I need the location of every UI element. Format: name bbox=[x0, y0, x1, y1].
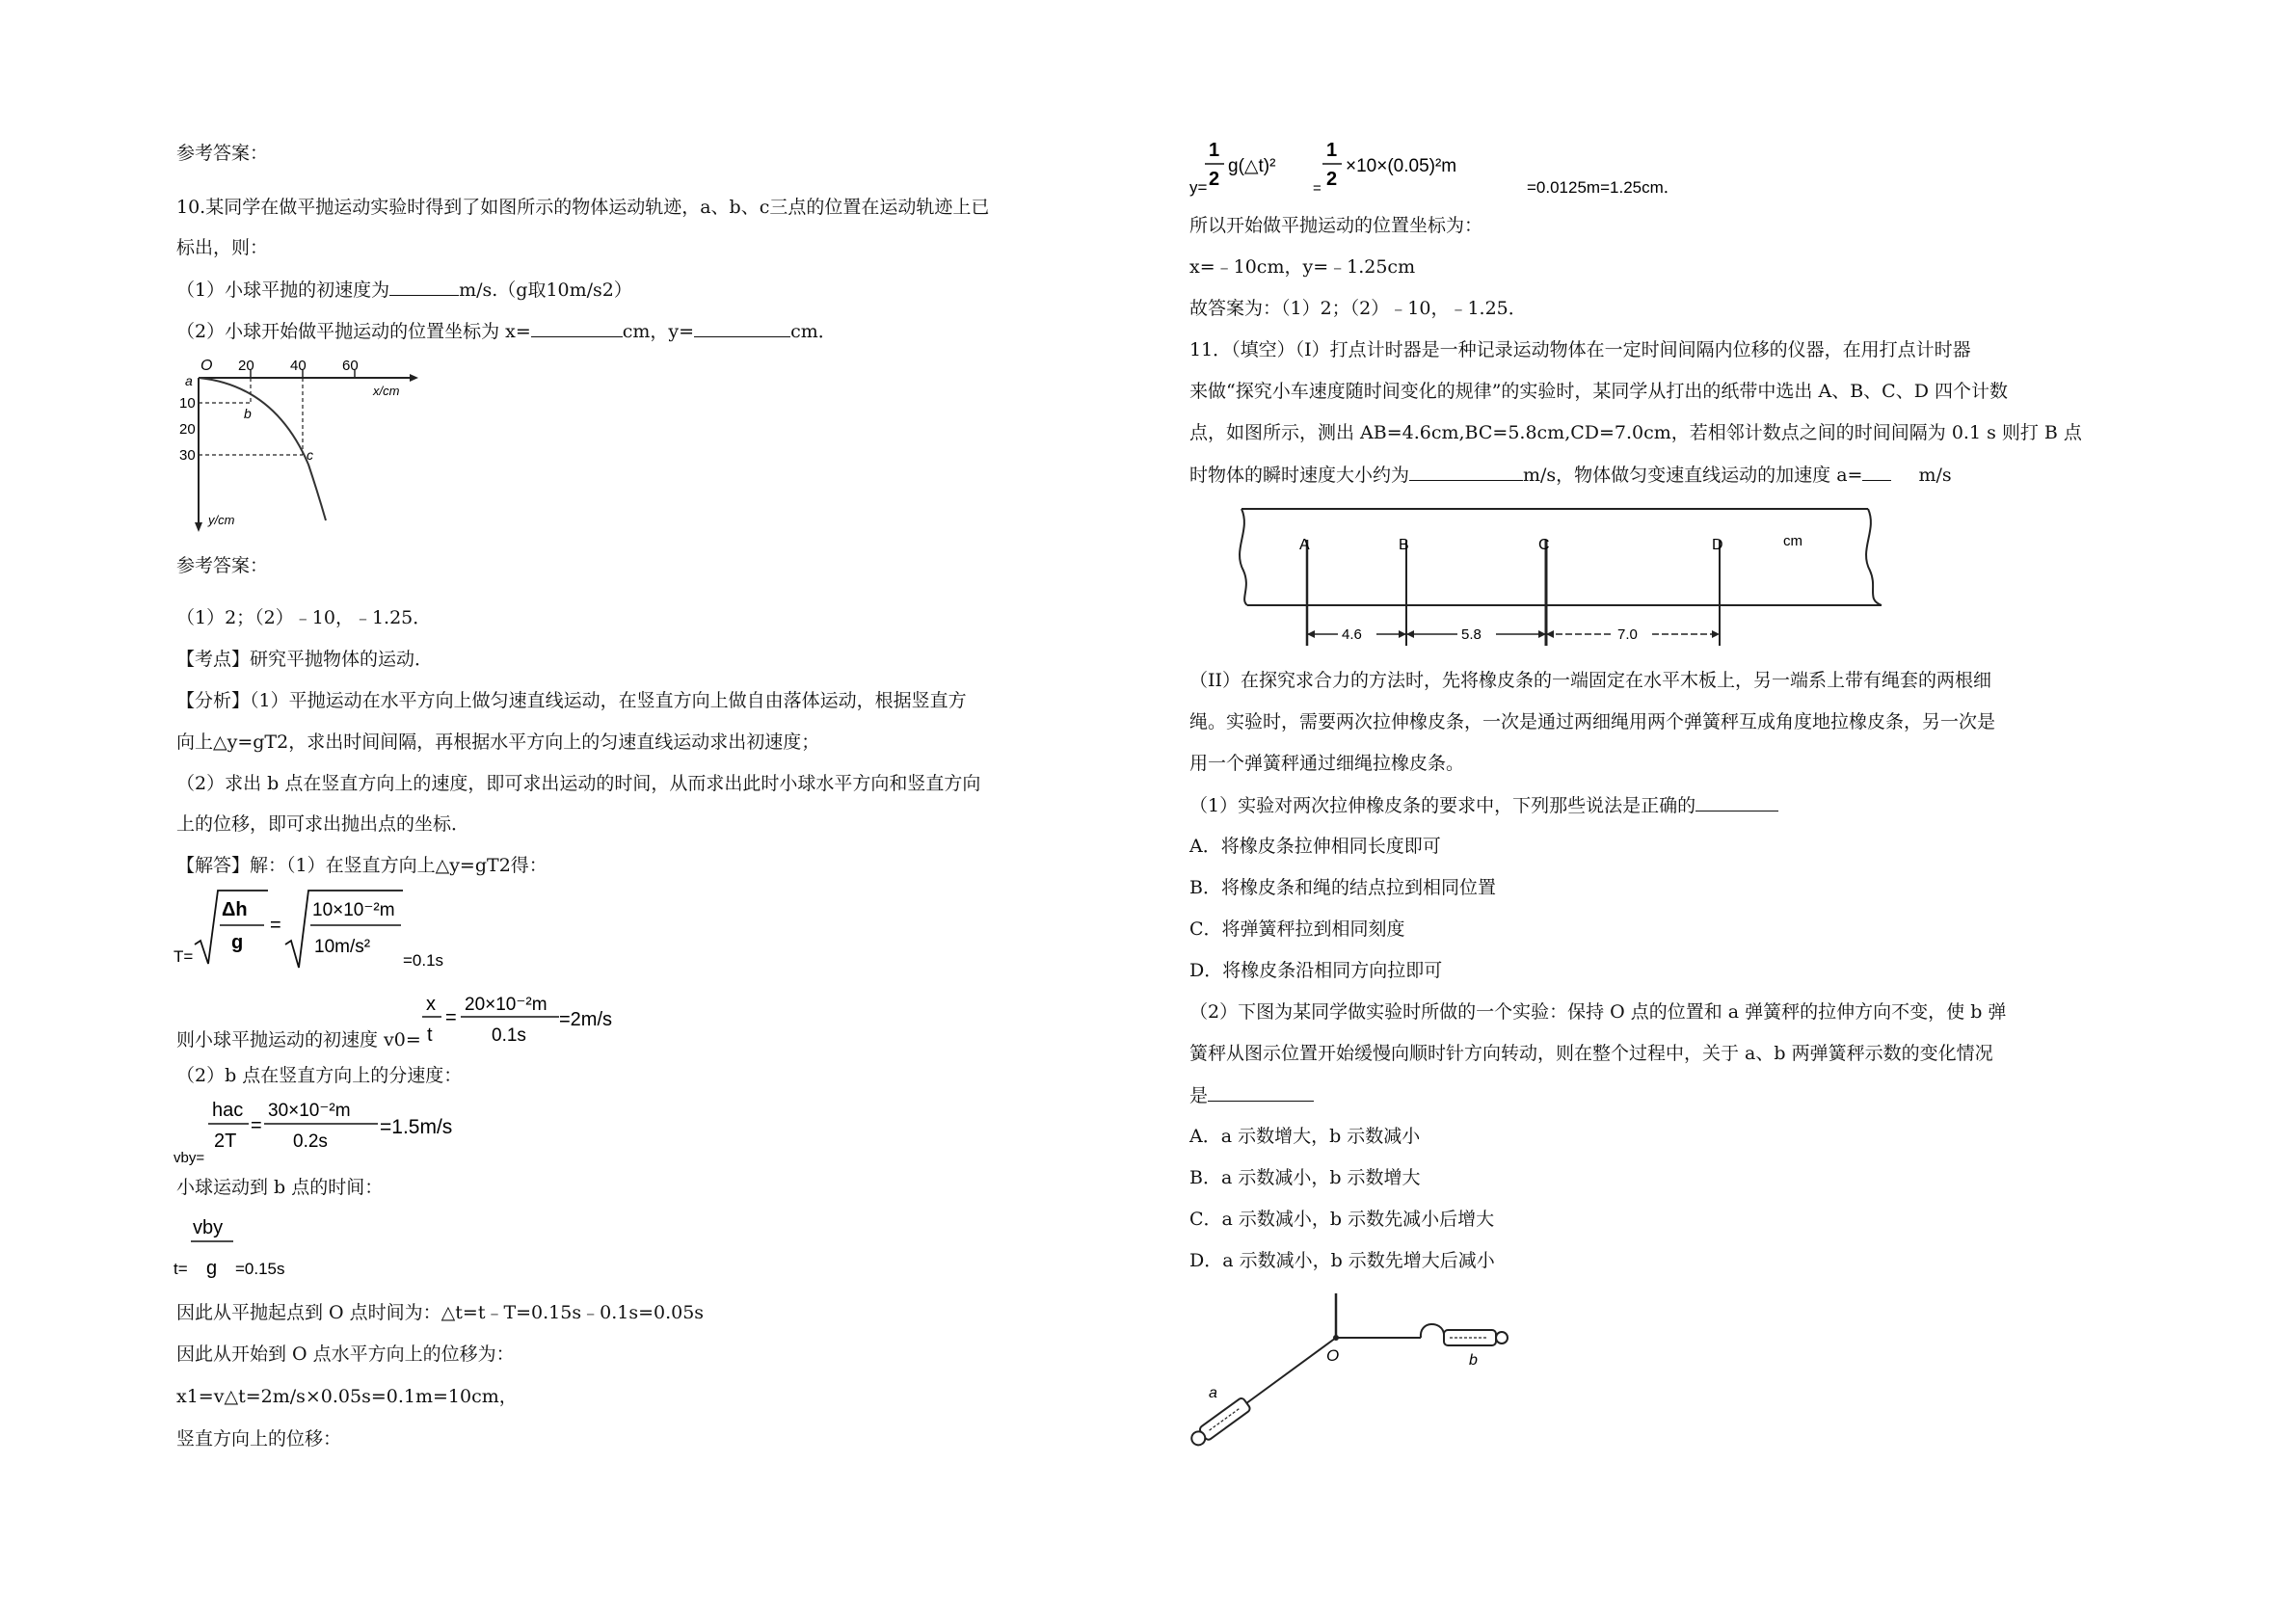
trajectory-graph bbox=[179, 349, 434, 542]
x1-intro-line: 因此从开始到 O 点水平方向上的位移为： bbox=[176, 1344, 515, 1365]
part2-s1-text: （1）实验对两次拉伸橡皮条的要求中，下列那些说法是正确的 bbox=[1189, 795, 1696, 816]
answer-line: （1）2；（2）﹣10，﹣1.25． bbox=[176, 607, 432, 628]
paper-tape-diagram bbox=[1238, 501, 1893, 655]
formula-time bbox=[172, 1212, 364, 1280]
option-d: D．a 示数减小，b 示数先增大后减小 bbox=[1189, 1250, 1495, 1271]
answer-blank-s2[interactable] bbox=[1208, 1083, 1314, 1102]
formula-den: 2T bbox=[214, 1131, 237, 1152]
label-o: O bbox=[1326, 1346, 1340, 1365]
final-answer-line: 故答案为：（1）2；（2）﹣10，﹣1.25． bbox=[1189, 298, 1527, 319]
coord-intro-line: 所以开始做平抛运动的位置坐标为： bbox=[1189, 215, 1483, 236]
x-tick-label: 20 bbox=[238, 358, 254, 374]
part2-s1-question bbox=[1189, 793, 1778, 817]
q10-stem-line2: 标出，则： bbox=[176, 237, 269, 258]
formula-lhs: vby= bbox=[174, 1150, 205, 1166]
x-axis-label: x/cm bbox=[373, 384, 400, 398]
formula-den: 2 bbox=[1326, 169, 1338, 190]
x-axis-arrow-icon bbox=[410, 374, 418, 382]
formula-num: 30×10⁻²m bbox=[268, 1101, 351, 1121]
formula-num: vby bbox=[193, 1217, 224, 1238]
answer-blank-y[interactable] bbox=[694, 319, 790, 337]
q11-line4 bbox=[1189, 463, 1952, 487]
formula-num: 10×10⁻²m bbox=[312, 900, 395, 920]
part2-s2-line3 bbox=[1189, 1083, 1314, 1107]
option-b: B．a 示数减小，b 示数增大 bbox=[1189, 1167, 1421, 1188]
option-b: B．将橡皮条和绳的结点拉到相同位置 bbox=[1189, 877, 1496, 898]
formula-rhs: =2m/s bbox=[559, 1009, 613, 1030]
q11-line4-text: 时物体的瞬时速度大小约为 bbox=[1189, 465, 1410, 486]
q11-line2: 来做“探究小车速度随时间变化的规律”的实验时，某同学从打出的纸带中选出 A、B、C、D 四个计数 bbox=[1189, 381, 2008, 402]
y-axis-label: y/cm bbox=[208, 513, 235, 527]
q10-part2 bbox=[176, 319, 837, 343]
arrow-icon bbox=[1399, 630, 1406, 638]
q11-line4-mid: m/s，物体做匀变速直线运动的加速度 a= bbox=[1523, 465, 1863, 486]
formula-rhs: =0.0125m=1.25cm． bbox=[1527, 178, 1680, 197]
vby-intro-line: （2）b 点在竖直方向上的分速度： bbox=[176, 1065, 463, 1086]
dt-line: 因此从平抛起点到 O 点时间为：△t=t﹣T=0.15s﹣0.1s=0.05s bbox=[176, 1302, 705, 1323]
formula-rhs: =0.15s bbox=[235, 1260, 285, 1278]
part2-s2-line1: （2）下图为某同学做实验时所做的一个实验：保持 O 点的位置和 a 弹簧秤的拉伸方向不变，使 b 弹 bbox=[1189, 1001, 2007, 1023]
kaodian-line: 【考点】研究平抛物体的运动． bbox=[176, 649, 434, 670]
tape-label-d: D bbox=[1712, 537, 1723, 553]
formula-vby bbox=[172, 1091, 499, 1168]
v0-line: 则小球平抛运动的初速度 v0= bbox=[176, 1029, 421, 1051]
x-tick-label: 40 bbox=[290, 358, 307, 374]
formula-term: ×10×(0.05)²m bbox=[1346, 156, 1457, 176]
q11-line3: 点，如图所示，测出 AB=4.6cm,BC=5.8cm,CD=7.0cm，若相邻计数点之间的时间间隔为 0.1 s 则打 B 点 bbox=[1189, 422, 2082, 443]
y-intro-line: 竖直方向上的位移： bbox=[176, 1428, 342, 1450]
formula-lhs: y= bbox=[1189, 178, 1208, 197]
formula-term: g(△t)² bbox=[1228, 156, 1276, 176]
option-c: C．将弹簧秤拉到相同刻度 bbox=[1189, 918, 1405, 940]
tape-label-b: B bbox=[1399, 537, 1409, 553]
fenxi-line4: 上的位移，即可求出抛出点的坐标． bbox=[176, 813, 470, 835]
formula-num: x bbox=[426, 994, 436, 1015]
tape-unit-label: cm bbox=[1783, 533, 1802, 549]
point-c-label: c bbox=[307, 447, 313, 463]
answer-blank-vb[interactable] bbox=[1409, 463, 1523, 481]
point-a-label: a bbox=[185, 373, 193, 388]
hook-b bbox=[1421, 1324, 1444, 1338]
formula-den: g bbox=[231, 932, 244, 953]
q10-stem-line1: 10.某同学在做平抛运动实验时得到了如图所示的物体运动轨迹，a、b、c三点的位置在运动轨迹上已 bbox=[176, 197, 990, 218]
part2-line3: 用一个弹簧秤通过细绳拉橡皮条。 bbox=[1189, 753, 1465, 774]
formula-den: t bbox=[427, 1024, 433, 1046]
spring-balance-b bbox=[1444, 1330, 1508, 1345]
x-tick-label: 60 bbox=[342, 358, 359, 374]
equals-sign: = bbox=[445, 1007, 457, 1028]
formula-period bbox=[172, 885, 490, 971]
spring-balance-diagram bbox=[1189, 1291, 1536, 1465]
ref-answer-header: 参考答案： bbox=[176, 555, 269, 576]
formula-den: 2 bbox=[1209, 169, 1220, 190]
fenxi-line2: 向上△y=gT2，求出时间间隔，再根据水平方向上的匀速直线运动求出初速度； bbox=[176, 732, 820, 753]
formula-v0 bbox=[418, 987, 669, 1049]
formula-rhs: =0.1s bbox=[403, 951, 444, 970]
q10-part2-text: （2）小球开始做平抛运动的位置坐标为 x= bbox=[176, 321, 531, 342]
x1-eq-line: x1=v△t=2m/s×0.05s=0.1m=10cm， bbox=[176, 1386, 518, 1407]
option-a: A．a 示数增大，b 示数减小 bbox=[1189, 1126, 1421, 1147]
equals-sign: = bbox=[1313, 180, 1322, 197]
fenxi-line1: 【分析】（1）平抛运动在水平方向上做匀速直线运动，在竖直方向上做自由落体运动，根据竖直方 bbox=[176, 690, 967, 711]
arrow-icon bbox=[1406, 630, 1414, 638]
label-b: b bbox=[1469, 1352, 1478, 1369]
tape-left-edge bbox=[1240, 509, 1247, 605]
q10-part1 bbox=[176, 278, 632, 302]
option-c: C．a 示数减小，b 示数先减小后增大 bbox=[1189, 1209, 1495, 1230]
part2-line2: 绳。实验时，需要两次拉伸橡皮条，一次是通过两细绳用两个弹簧秤互成角度地拉橡皮条，另一次是 bbox=[1189, 711, 1996, 732]
tape-right-edge bbox=[1866, 509, 1882, 605]
tape-label-a: A bbox=[1299, 537, 1310, 553]
tape-label-c: C bbox=[1538, 537, 1550, 553]
q10-part1-text: （1）小球平抛的初速度为 bbox=[176, 279, 390, 301]
answer-blank-a[interactable] bbox=[1862, 463, 1891, 481]
formula-num: 20×10⁻²m bbox=[465, 995, 547, 1015]
option-a: A．将橡皮条拉伸相同长度即可 bbox=[1189, 836, 1441, 857]
spring-balance-a bbox=[1188, 1397, 1251, 1449]
arrow-icon bbox=[1712, 630, 1720, 638]
dim-label-cd: 7.0 bbox=[1617, 626, 1638, 643]
q10-part2-mid: cm，y= bbox=[622, 321, 695, 342]
jieda-line: 【解答】解：（1）在竖直方向上△y=gT2得： bbox=[176, 855, 547, 876]
point-b-label: b bbox=[244, 406, 252, 421]
equals-sign: = bbox=[251, 1115, 262, 1136]
ref-answer-header: 参考答案： bbox=[176, 143, 269, 164]
formula-y-displacement bbox=[1188, 135, 1727, 199]
y-tick-label: 10 bbox=[179, 395, 196, 412]
coord-line: x=﹣10cm，y=﹣1.25cm bbox=[1189, 256, 1416, 278]
part2-s2-text: 是 bbox=[1189, 1085, 1209, 1106]
q10-part1-unit: m/s.（g取10m/s2） bbox=[459, 279, 632, 301]
formula-num: 1 bbox=[1326, 140, 1338, 161]
option-d: D．将橡皮条沿相同方向拉即可 bbox=[1189, 960, 1443, 981]
answer-blank-x[interactable] bbox=[531, 319, 623, 337]
y-tick-label: 30 bbox=[179, 447, 196, 464]
formula-rhs: =1.5m/s bbox=[380, 1116, 453, 1138]
time-intro-line: 小球运动到 b 点的时间： bbox=[176, 1177, 384, 1198]
equals-sign: = bbox=[270, 915, 281, 936]
fenxi-line3: （2）求出 b 点在竖直方向上的速度，即可求出运动的时间，从而求出此时小球水平方向和竖直方向 bbox=[176, 773, 981, 794]
formula-den: 0.1s bbox=[492, 1025, 526, 1046]
y-axis-arrow-icon bbox=[195, 522, 202, 532]
formula-num: 1 bbox=[1209, 140, 1220, 161]
formula-den: 0.2s bbox=[293, 1131, 328, 1152]
formula-den: 10m/s² bbox=[314, 937, 371, 957]
q11-line4-unit: m/s bbox=[1918, 465, 1952, 486]
formula-den: g bbox=[206, 1258, 218, 1279]
answer-blank[interactable] bbox=[389, 278, 459, 296]
part2-s2-line2: 簧秤从图示位置开始缓慢向顺时针方向转动，则在整个过程中，关于 a、b 两弹簧秤示数的变化情况 bbox=[1189, 1043, 1993, 1064]
formula-num: Δh bbox=[222, 899, 248, 920]
part2-line1: （II）在探究求合力的方法时，先将橡皮条的一端固定在水平木板上，另一端系上带有绳套的两根细 bbox=[1189, 670, 1992, 691]
formula-num: hac bbox=[212, 1100, 244, 1121]
knot-o bbox=[1333, 1335, 1339, 1341]
answer-blank-s1[interactable] bbox=[1695, 793, 1778, 812]
q11-line1: 11．（填空）（Ⅰ）打点计时器是一种记录运动物体在一定时间间隔内位移的仪器，在用打点计时器 bbox=[1189, 339, 1971, 360]
origin-label: O bbox=[200, 358, 213, 374]
label-a: a bbox=[1209, 1385, 1217, 1401]
q10-part2-end: cm． bbox=[790, 321, 837, 342]
dim-label-ab: 4.6 bbox=[1342, 626, 1362, 643]
y-tick-label: 20 bbox=[179, 421, 196, 438]
formula-lhs: T= bbox=[174, 947, 194, 966]
dim-label-bc: 5.8 bbox=[1461, 626, 1482, 643]
formula-lhs: t= bbox=[174, 1260, 188, 1278]
